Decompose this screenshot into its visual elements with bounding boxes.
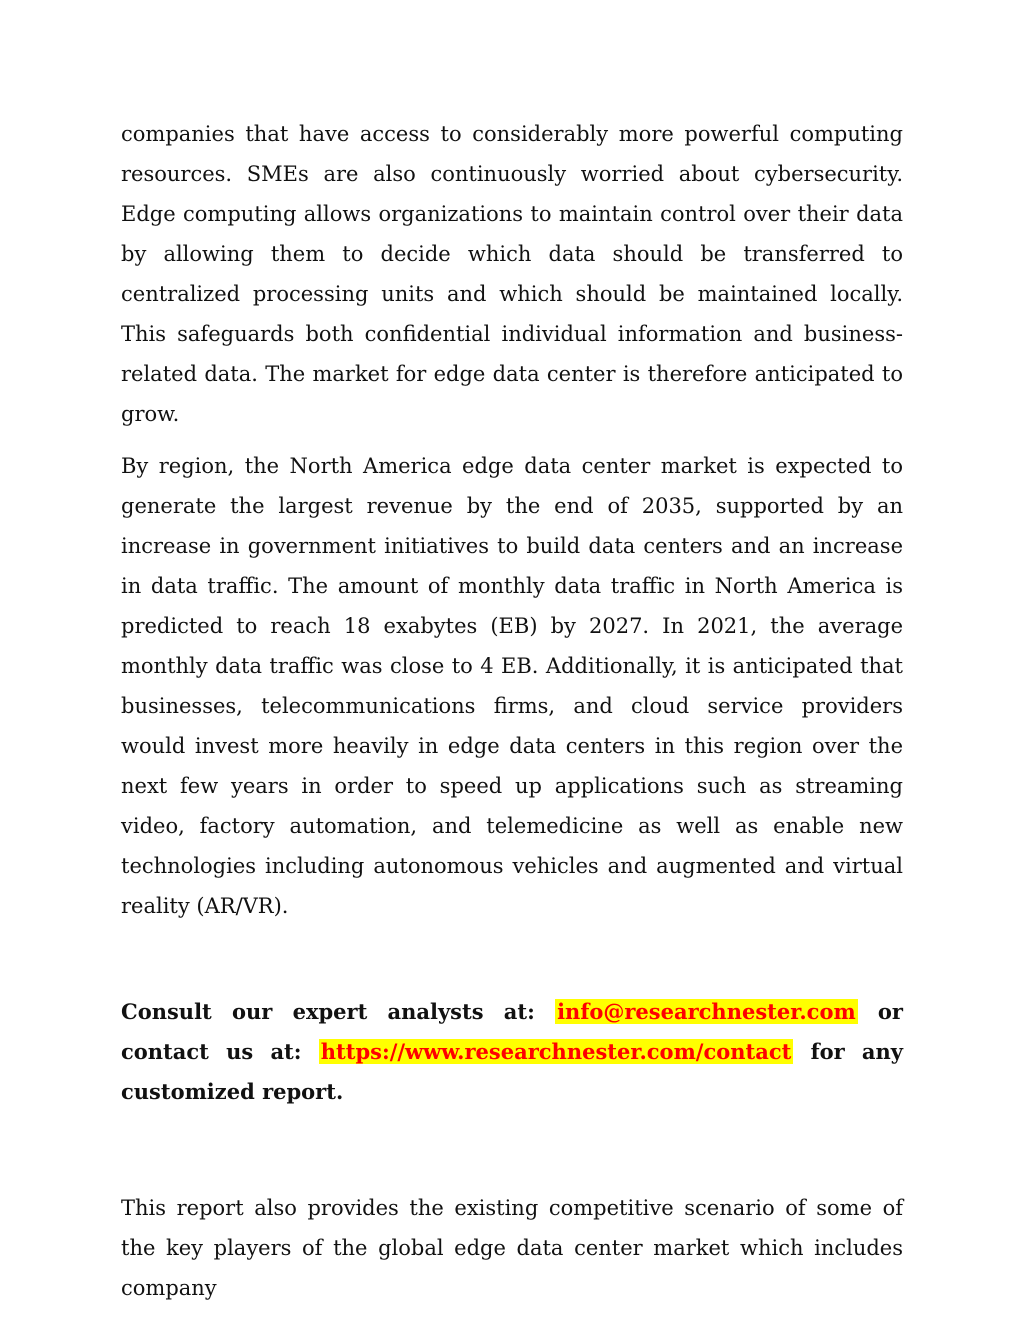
paragraph-sme-cybersecurity: companies that have access to considerably more powerful computing resources. SMEs are also continuously worried about cybersecurity. Edge computing allows organizations to maintain control over their data by allowing them to decide which data should be transferred to centralized processing units and which should be maintained locally. This safeguards both confidential individual information and business-related data. The market for edge data center is therefore anticipated to grow.	[121, 122, 903, 426]
contact-url-link[interactable]: https://www.researchnester.com/contact	[320, 1039, 792, 1064]
contact-tail-text: for any customized report.	[121, 1039, 904, 1104]
contact-mid-text: or contact us at:	[121, 999, 903, 1064]
contact-lead-text: Consult our expert analysts at:	[121, 999, 535, 1024]
contact-email-link[interactable]: info@researchnester.com	[557, 999, 856, 1024]
paragraph-north-america: By region, the North America edge data center market is expected to generate the largest revenue by the end of 2035, supported by an increase in government initiatives to build data centers and an increase in data traffic. The amount of monthly data traffic in North America is predicted to reach 18 exabytes (EB) by 2027. In 2021, the average monthly data traffic was close to 4 EB. Additionally, it is anticipated that businesses, telecommunications firms, and cloud service providers would invest more heavily in edge data centers in this region over the next few years in order to speed up applications such as streaming video, factory automation, and telemedicine as well as enable new technologies including autonomous vehicles and augmented and virtual reality (AR/VR).	[121, 454, 903, 918]
document-page	[121, 114, 903, 1308]
paragraph-competitive-scenario: This report also provides the existing competitive scenario of some of the key players of the global edge data center market which includes company	[121, 1196, 903, 1300]
contact-callout	[121, 992, 903, 1112]
